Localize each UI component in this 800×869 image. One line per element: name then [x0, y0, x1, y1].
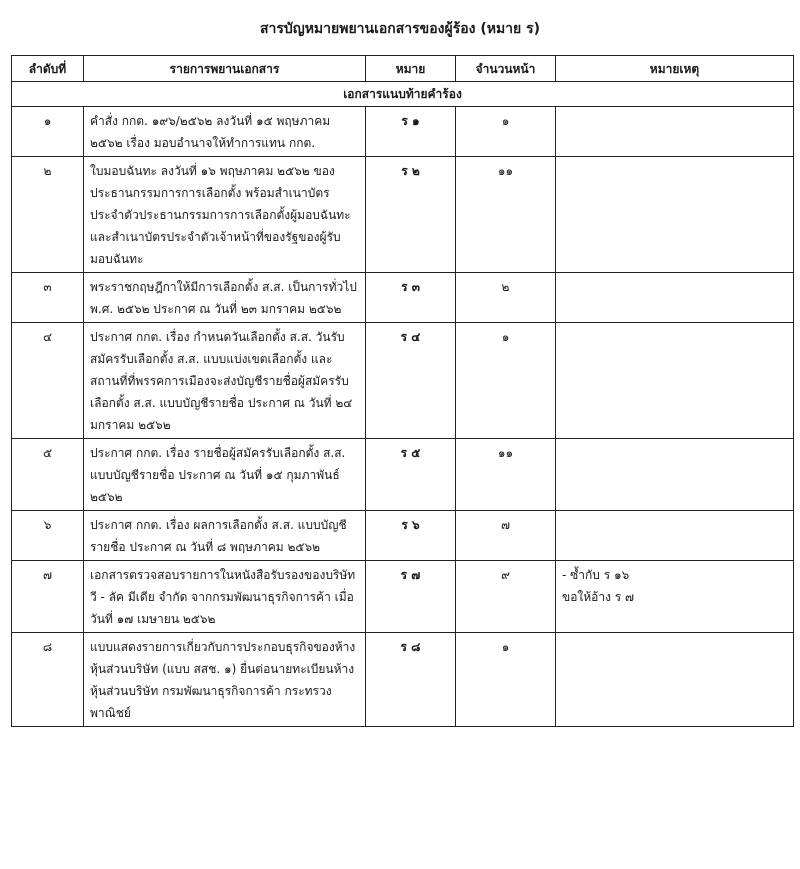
row-pages: ๗ — [456, 511, 556, 561]
row-document: พระราชกฤษฎีกาให้มีการเลือกตั้ง ส.ส. เป็นการทั่วไป พ.ศ. ๒๕๖๒ ประกาศ ณ วันที่ ๒๓ มกราคม ๒๕๖๒ — [84, 273, 366, 323]
row-note — [556, 439, 794, 511]
row-note — [556, 157, 794, 273]
section-label: เอกสารแนบท้ายคำร้อง — [12, 82, 794, 107]
exhibit-table — [11, 55, 794, 727]
table-row — [12, 323, 794, 439]
header-mark: หมาย — [366, 56, 456, 82]
row-pages: ๑๑ — [456, 439, 556, 511]
row-pages: ๙ — [456, 561, 556, 633]
header-note: หมายเหตุ — [556, 56, 794, 82]
row-pages: ๑ — [456, 323, 556, 439]
row-document: ประกาศ กกต. เรื่อง ผลการเลือกตั้ง ส.ส. แบบบัญชีรายชื่อ ประกาศ ณ วันที่ ๘ พฤษภาคม ๒๕๖๒ — [84, 511, 366, 561]
row-note — [556, 511, 794, 561]
row-mark: ร ๓ — [366, 273, 456, 323]
row-number: ๘ — [12, 633, 84, 727]
row-number: ๕ — [12, 439, 84, 511]
row-pages: ๑๑ — [456, 157, 556, 273]
row-document: แบบแสดงรายการเกี่ยวกับการประกอบธุรกิจของห้างหุ้นส่วนบริษัท (แบบ สสช. ๑) ยื่นต่อนายทะเบียนห้างหุ้นส่วนบริษัท กรมพัฒนาธุรกิจการค้า กระทรวงพาณิชย์ — [84, 633, 366, 727]
row-note — [556, 107, 794, 157]
row-document: ใบมอบฉันทะ ลงวันที่ ๑๖ พฤษภาคม ๒๕๖๒ ของประธานกรรมการการเลือกตั้ง พร้อมสำเนาบัตรประจำตัวประธานกรรมการการเลือกตั้งผู้มอบฉันทะ และสำเนาบัตรประจำตัวเจ้าหน้าที่ของรัฐของผู้รับมอบฉันทะ — [84, 157, 366, 273]
table-row — [12, 157, 794, 273]
header-document: รายการพยานเอกสาร — [84, 56, 366, 82]
row-pages: ๑ — [456, 633, 556, 727]
row-note — [556, 633, 794, 727]
section-row — [12, 82, 794, 107]
row-mark: ร ๕ — [366, 439, 456, 511]
row-document: คำสั่ง กกต. ๑๙๖/๒๕๖๒ ลงวันที่ ๑๕ พฤษภาคม ๒๕๖๒ เรื่อง มอบอำนาจให้ทำการแทน กกต. — [84, 107, 366, 157]
row-number: ๒ — [12, 157, 84, 273]
row-document: ประกาศ กกต. เรื่อง กำหนดวันเลือกตั้ง ส.ส. วันรับสมัครรับเลือกตั้ง ส.ส. แบบแบ่งเขตเลือกตั้ง และสถานที่ที่พรรคการเมืองจะส่งบัญชีรายชื่อผู้สมัครรับเลือกตั้ง ส.ส. แบบบัญชีรายชื่อ ประกาศ ณ วันที่ ๒๔ มกราคม ๒๕๖๒ — [84, 323, 366, 439]
table-header-row — [12, 56, 794, 82]
row-note: - ซ้ำกับ ร ๑๖ ขอให้อ้าง ร ๗ — [556, 561, 794, 633]
table-row — [12, 273, 794, 323]
table-row — [12, 561, 794, 633]
row-number: ๑ — [12, 107, 84, 157]
table-row — [12, 107, 794, 157]
row-number: ๖ — [12, 511, 84, 561]
table-row — [12, 511, 794, 561]
row-mark: ร ๖ — [366, 511, 456, 561]
row-mark: ร ๔ — [366, 323, 456, 439]
row-pages: ๑ — [456, 107, 556, 157]
document-title: สารบัญหมายพยานเอกสารของผู้ร้อง (หมาย ร) — [259, 21, 541, 37]
row-number: ๓ — [12, 273, 84, 323]
row-number: ๗ — [12, 561, 84, 633]
header-pages: จำนวนหน้า — [456, 56, 556, 82]
row-note — [556, 273, 794, 323]
row-document: ประกาศ กกต. เรื่อง รายชื่อผู้สมัครรับเลือกตั้ง ส.ส. แบบบัญชีรายชื่อ ประกาศ ณ วันที่ ๑๕ กุมภาพันธ์ ๒๕๖๒ — [84, 439, 366, 511]
header-no: ลำดับที่ — [12, 56, 84, 82]
row-mark: ร ๒ — [366, 157, 456, 273]
row-mark: ร ๗ — [366, 561, 456, 633]
row-pages: ๒ — [456, 273, 556, 323]
row-number: ๔ — [12, 323, 84, 439]
row-note — [556, 323, 794, 439]
row-mark: ร ๘ — [366, 633, 456, 727]
table-row — [12, 439, 794, 511]
row-document: เอกสารตรวจสอบรายการในหนังสือรับรองของบริษัท วี - ลัค มีเดีย จำกัด จากกรมพัฒนาธุรกิจการค้า เมื่อวันที่ ๑๗ เมษายน ๒๕๖๒ — [84, 561, 366, 633]
table-row — [12, 633, 794, 727]
row-mark: ร ๑ — [366, 107, 456, 157]
